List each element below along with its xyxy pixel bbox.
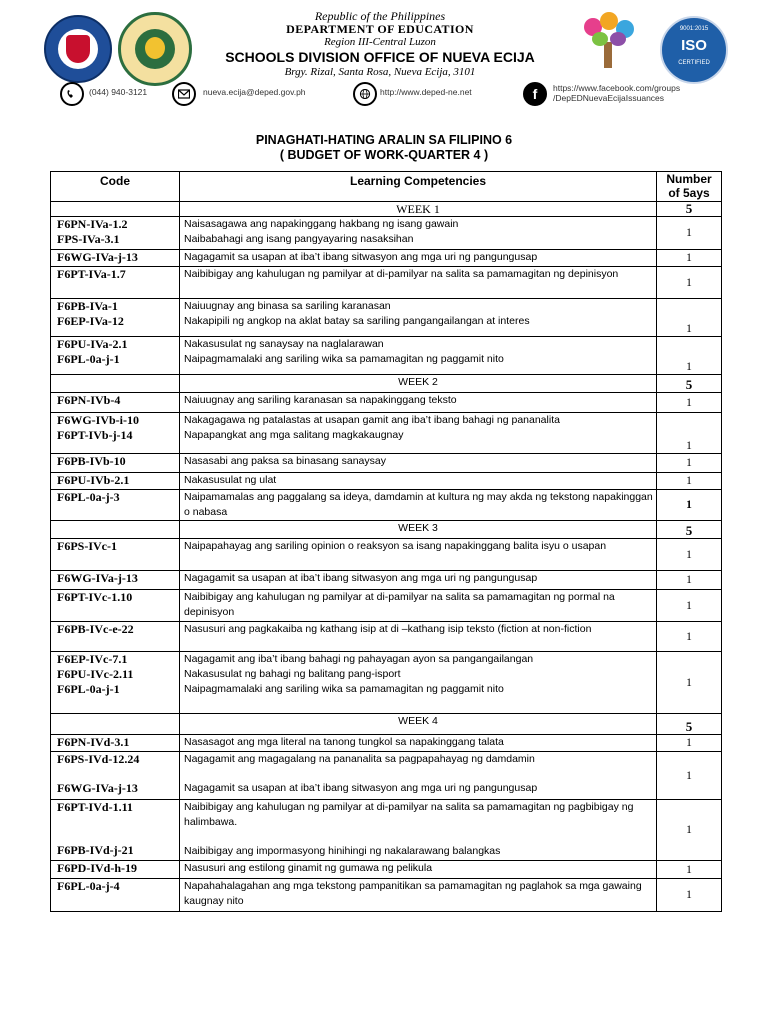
header-competencies: Learning Competencies (180, 172, 657, 202)
competency-code: F6PB-IVb-10 (57, 454, 126, 468)
table-row (51, 800, 722, 861)
competency-text: Nakasusulat ng sanaysay na naglalarawan (184, 338, 384, 350)
week-days: 5 (657, 714, 722, 735)
days-value: 1 (657, 250, 722, 267)
table-row (51, 393, 722, 413)
table-row (51, 571, 722, 590)
competency-text: Naibibigay ang kahulugan ng pamilyar at di-pamilyar na salita sa pamamagitan ng pagbibigay ng halimbawa. (184, 801, 634, 828)
table-row (51, 413, 722, 454)
tree-logo-icon (574, 12, 642, 82)
competency-text: Napahahalagahan ang mga tekstong pampanitikan sa pamamagitan ng paglahok sa mga gawaing kaugnay nito (184, 880, 642, 907)
table-row (51, 337, 722, 375)
competency-code: F6WG-IVa-j-13 (57, 571, 138, 585)
competency-code: F6PL-0a-j-1 (57, 682, 120, 696)
competency-text: Nasusuri ang pagkakaiba ng kathang isip at di –kathang isip teksto (fiction at non-fiction (184, 623, 592, 635)
table-row (51, 752, 722, 800)
week-days: 5 (657, 375, 722, 393)
week-label: WEEK 2 (180, 375, 657, 393)
week-days: 5 (657, 521, 722, 539)
week-label: WEEK 1 (180, 202, 657, 217)
document-subtitle: ( BUDGET OF WORK-QUARTER 4 ) (279, 148, 489, 162)
competency-text: Naipagmamalaki ang sariling wika sa pamamagitan ng paggamit nito (184, 683, 504, 695)
days-value: 1 (657, 454, 722, 473)
table-row (51, 652, 722, 714)
days-value: 1 (657, 267, 722, 299)
competency-text: Naibibigay ang kahulugan ng pamilyar at di-pamilyar na salita sa pamamagitan ng pormal na depinisyon (184, 591, 615, 618)
facebook-link-line2[interactable]: /DepEDNuevaEcijaIssuances (553, 93, 665, 103)
competency-code: F6PT-IVc-1.10 (57, 590, 133, 604)
competency-code: F6PB-IVc-e-22 (57, 622, 134, 636)
competency-code: F6PN-IVb-4 (57, 393, 121, 407)
days-value: 1 (657, 393, 722, 413)
competency-code: F6PS-IVc-1 (57, 539, 117, 553)
letterhead-text (200, 10, 560, 78)
week-row (51, 521, 722, 539)
region-line: Region III-Central Luzon (324, 36, 436, 48)
competency-code: F6PU-IVc-2.11 (57, 667, 134, 681)
header-code: Code (51, 172, 180, 202)
table-row (51, 267, 722, 299)
competency-text: Nagagamit sa usapan at iba’t ibang sitwasyon ang mga uri ng pangungusap (184, 251, 538, 263)
days-value: 1 (657, 652, 722, 714)
document-title: PINAGHATI-HATING ARALIN SA FILIPINO 6 (255, 133, 513, 147)
competency-code: F6PT-IVd-1.11 (57, 800, 133, 814)
competency-text: Nagagamit sa usapan at iba’t ibang sitwasyon ang mga uri ng pangungusap (184, 782, 538, 794)
header-number-line2: of 5ays (668, 186, 710, 200)
table-row (51, 217, 722, 250)
iso-standard: 9001:2015 (679, 26, 709, 32)
days-value: 1 (657, 590, 722, 622)
competency-text: Naipagmamalaki ang sariling wika sa pamamagitan ng paggamit nito (184, 353, 504, 365)
competency-text: Nakapipili ng angkop na aklat batay sa sariling pangangailangan at interes (184, 315, 530, 327)
competency-text: Nakagagawa ng patalastas at usapan gamit ang iba’t ibang bahagi ng pananalita (184, 414, 560, 426)
iso-certified: CERTIFIED (678, 60, 710, 66)
days-value: 1 (657, 413, 722, 454)
competency-text: Naisasagawa ang napakinggang hakbang ng isang gawain (184, 218, 459, 230)
competency-code: F6PD-IVd-h-19 (57, 861, 137, 875)
competency-text: Naiuugnay ang binasa sa sariling karanasan (184, 300, 391, 312)
competency-code: F6PL-0a-j-4 (57, 879, 120, 893)
competency-text: Naipapahayag ang sariling opinion o reaksyon sa isang napakinggang balita isyu o usapan (184, 540, 607, 552)
iso-mark: ISO (681, 37, 707, 54)
days-value: 1 (657, 473, 722, 490)
email-link[interactable]: nueva.ecija@deped.gov.ph (203, 87, 306, 97)
competency-code: F6WG-IVa-j-13 (57, 781, 138, 795)
table-row (51, 250, 722, 267)
iso-badge-icon (660, 16, 728, 84)
table-row (51, 622, 722, 652)
competency-code: F6EP-IVa-12 (57, 314, 124, 328)
days-value: 1 (657, 800, 722, 861)
competency-text: Nasusuri ang estilong ginamit ng gumawa ng pelikula (184, 862, 433, 874)
table-row (51, 473, 722, 490)
week-label: WEEK 3 (180, 521, 657, 539)
table-row (51, 490, 722, 521)
competency-code: F6PN-IVd-3.1 (57, 735, 130, 749)
competency-text: Naipamamalas ang paggalang sa ideya, damdamin at kultura ng may akda ng tekstong napakinggan o nabasa (184, 491, 653, 518)
competency-code: F6WG-IVb-i-10 (57, 413, 139, 427)
deped-seal-icon (44, 15, 112, 83)
competency-code: F6PS-IVd-12.24 (57, 752, 140, 766)
days-value: 1 (657, 571, 722, 590)
table-row (51, 861, 722, 879)
globe-icon (353, 82, 377, 106)
competency-code: F6WG-IVa-j-13 (57, 250, 138, 264)
competency-text: Napapangkat ang mga salitang magkakaugnay (184, 429, 404, 441)
days-value: 1 (657, 217, 722, 250)
days-value: 1 (657, 299, 722, 337)
competency-text: Naiuugnay ang sariling karanasan sa napakinggang teksto (184, 394, 457, 406)
competency-code: F6PU-IVb-2.1 (57, 473, 130, 487)
office-line: SCHOOLS DIVISION OFFICE OF NUEVA ECIJA (225, 49, 535, 65)
mail-icon (172, 82, 196, 106)
competency-text: Nakasusulat ng ulat (184, 474, 277, 486)
week-row (51, 714, 722, 735)
competency-code: F6PT-IVb-j-14 (57, 428, 133, 442)
competency-text: Nasasagot ang mga literal na tanong tungkol sa napakinggang talata (184, 736, 504, 748)
competency-text: Naibibigay ang kahulugan ng pamilyar at di-pamilyar na salita sa pamamagitan ng depinisyon (184, 268, 619, 280)
table-row (51, 299, 722, 337)
header-number-line1: Number (666, 172, 712, 186)
facebook-link-line1[interactable]: https://www.facebook.com/groups (553, 83, 681, 93)
competency-code: F6PL-0a-j-1 (57, 352, 120, 366)
budget-of-work-table (50, 171, 722, 912)
department-line: DEPARTMENT OF EDUCATION (286, 22, 474, 36)
table-row (51, 879, 722, 912)
competency-code: F6PT-IVa-1.7 (57, 267, 126, 281)
week-label: WEEK 4 (180, 714, 657, 735)
days-value: 1 (657, 752, 722, 800)
sdo-seal-icon (118, 12, 192, 86)
days-value: 1 (657, 735, 722, 752)
phone-icon (60, 82, 84, 106)
days-value: 1 (657, 337, 722, 375)
days-value: 1 (657, 539, 722, 571)
week-days: 5 (657, 202, 722, 217)
week-row (51, 202, 722, 217)
table-row (51, 454, 722, 473)
table-row (51, 735, 722, 752)
competency-text: Nakasusulat ng bahagi ng balitang pang-isport (184, 668, 401, 680)
contact-bar (55, 82, 735, 106)
website-link[interactable]: http://www.deped-ne.net (380, 87, 472, 97)
competency-text: Naibibigay ang impormasyong hinihingi ng nakalarawang balangkas (184, 845, 501, 857)
days-value: 1 (657, 490, 722, 521)
days-value: 1 (657, 861, 722, 879)
phone-number: (044) 940-3121 (89, 87, 148, 97)
competency-text: Nagagamit ang magagalang na pananalita sa pagpapahayag ng damdamin (184, 753, 535, 765)
competency-text: Naibabahagi ang isang pangyayaring nasaksihan (184, 233, 414, 245)
competency-text: Nagagamit ang iba’t ibang bahagi ng pahayagan ayon sa pangangailangan (184, 653, 534, 665)
competency-code: F6EP-IVc-7.1 (57, 652, 128, 666)
table-row (51, 539, 722, 571)
facebook-icon: f (523, 82, 547, 106)
competency-code: F6PL-0a-j-3 (57, 490, 120, 504)
competency-code: F6PB-IVd-j-21 (57, 843, 134, 857)
competency-code: F6PN-IVa-1.2 (57, 217, 128, 231)
competency-text: Nasasabi ang paksa sa binasang sanaysay (184, 455, 386, 467)
competency-code: F6PB-IVa-1 (57, 299, 118, 313)
competency-code: F6PU-IVa-2.1 (57, 337, 128, 351)
address-line: Brgy. Rizal, Santa Rosa, Nueva Ecija, 3101 (284, 66, 476, 78)
competency-code: FPS-IVa-3.1 (57, 232, 120, 246)
week-row (51, 375, 722, 393)
days-value: 1 (657, 622, 722, 652)
table-row (51, 590, 722, 622)
days-value: 1 (657, 879, 722, 912)
competency-text: Nagagamit sa usapan at iba’t ibang sitwasyon ang mga uri ng pangungusap (184, 572, 538, 584)
republic-line: Republic of the Philippines (314, 9, 446, 23)
header-number-of-days (657, 172, 722, 202)
